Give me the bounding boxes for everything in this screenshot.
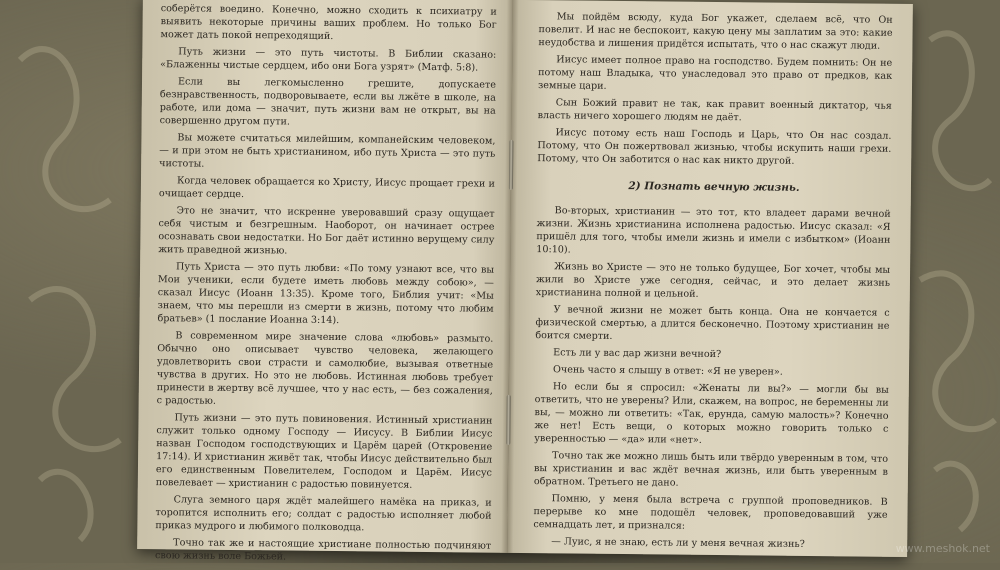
watermark-text: www.meshok.net xyxy=(895,542,990,555)
right-paragraph-7: У вечной жизни не может быть конца. Она не кончается с физической смертью, а длится бесконечно. Поэтому христианин не боится смерти. xyxy=(535,304,890,342)
left-paragraph-7: Путь Христа — это путь любви: «По тому узнают все, что вы Мои ученики, если будете иметь любовь между собою», — сказал Иисус (Иоанн 13:35). Кроме того, Библия учит: «Мы знаем, что мы перешли из смерти в жизнь, потому что любим братьев» (1 послание Иоанна 3:14). xyxy=(157,261,495,327)
right-paragraph-8: Есть ли у вас дар жизни вечной? xyxy=(553,347,722,361)
right-paragraph-3: Сын Божий правит не так, как правит военный диктатор, чья власть ничего хорошего людям не даёт. xyxy=(537,97,892,124)
right-paragraph-12: Помню, у меня была встреча с группой проповедников. В перерыве ко мне подошёл человек, проповедовавший уже семнадцать лет, и признался: xyxy=(533,493,888,532)
right-page xyxy=(507,0,913,557)
left-paragraph-8: В современном мире значение слова «любовь» размыто. Обычно оно описывает чувство человека, желающего удовлетворить свои страсти и самолюбие, вызывая ответные чувства в других. Но это не любовь. Истинная любовь требует принести в жертву всё лучшее, что у нас есть, — без сожаления, с радостью. xyxy=(156,330,494,407)
right-paragraph-1: Мы пойдём всюду, куда Бог укажет, сделаем всё, что Он повелит. И нас не беспокоит, какую цену мы заплатим за это: какие неудобства и лишения придётся испытать, что о нас скажут люди. xyxy=(538,11,893,52)
right-paragraph-6: Жизнь во Христе — это не только будущее, Бог хочет, чтобы мы жили во Христе уже сегодня, сейчас, и это делает жизнь христианина полной и цельной. xyxy=(535,261,891,300)
left-paragraph-5: Когда человек обращается ко Христу, Иисус прощает грехи и очищает сердце. xyxy=(158,175,496,201)
right-paragraph-11: Точно так же можно лишь быть или твёрдо уверенным в том, что вы христианин и вас ждёт вечная жизнь, или быть уверенным в обратном. Третьего не дано. xyxy=(533,450,889,489)
right-paragraph-4: Иисус потому есть наш Господь и Царь, что Он нас создал. Потому, что Он пожертвовал жизнью, чтобы искупить наши грехи. Потому, что Он заботится о нас как никто другой. xyxy=(537,127,892,167)
right-paragraph-10: Но если бы я спросил: «Женаты ли вы?» — могли бы вы ответить, что не уверены? Или, скажем, на вопрос, не беременны ли вы, — можно ли ответить: «Так, ерунда, самую малость»? Конечно же нет! Есть вещи, о которых можно говорить только с уверенностью — «да» или «нет». xyxy=(534,381,889,446)
open-booklet xyxy=(137,0,913,563)
left-paragraph-2: Путь жизни — это путь чистоты. В Библии сказано: «Блаженны чистые сердцем, ибо они Бога узрят» (Матф. 5:8). xyxy=(160,46,497,74)
left-paragraph-3: Если вы легкомысленно грешите, допускаете безнравственность, подворовываете, если вы лжёте в школе, на работе, или дома — значит, путь жизни вам не открыт, вы на совершенно другом пути. xyxy=(159,76,497,128)
left-paragraph-1: соберётся воедино. Конечно, можно сходить к психиатру и выявить некоторые причины ваших проблем. Но только Бог может дать покой непреходящий. xyxy=(160,3,497,42)
right-paragraph-13: — Луис, я не знаю, есть ли у меня вечная жизнь? xyxy=(551,536,805,550)
left-paragraph-4: Вы можете считаться милейшим, компанейским человеком, — и при этом не быть христианином, ибо путь Христа — это путь чистоты. xyxy=(159,132,496,170)
section-heading: 2) Познать вечную жизнь. xyxy=(628,180,800,194)
right-paragraph-5: Во-вторых, христианин — это тот, кто владеет дарами вечной жизни. Жизнь христианина исполнена радостью. Иисус сказал: «Я пришёл для того, чтобы имели жизнь и имели с избытком» (Иоанн 10:10). xyxy=(536,205,891,256)
top-staple xyxy=(509,140,514,190)
left-paragraph-6: Это не значит, что искренне уверовавший сразу ощущает себя чистым и безгрешным. Наоборот, он начинает острее осознавать свои недостатки. Но Бог даёт истинно верущему силу жить праведной жизнью. xyxy=(158,205,495,257)
right-paragraph-9: Очень часто я слышу в ответ: «Я не уверен». xyxy=(552,364,783,378)
left-page xyxy=(137,0,513,563)
bottom-staple xyxy=(506,395,511,445)
left-paragraph-11: Точно так же и настоящие христиане полностью подчиняют свою жизнь воле Божьей. xyxy=(154,537,492,563)
left-paragraph-9: Путь жизни — это путь повиновения. Истинный христианин служит только одному Господу — Иисусу. В Библии Иисус назван Господом господствующих и Царём царей (Откровение 17:14). И христианин живёт так, чтобы Иисус действительно был его единственным Повелителем, Господом и Царём. Иисус повелевает — христианин с радостью повинуется. xyxy=(155,412,493,491)
right-paragraph-2: Иисус имеет полное право на господство. Будем помнить: Он не потому наш Владыка, что унаследовал это право от предков, как земные цари. xyxy=(537,54,893,92)
left-paragraph-10: Слуга земного царя ждёт малейшего намёка на приказ, и торопится исполнить его; солдат с радостью исполняет любой приказ мудрого и любимого полководца. xyxy=(155,494,492,534)
